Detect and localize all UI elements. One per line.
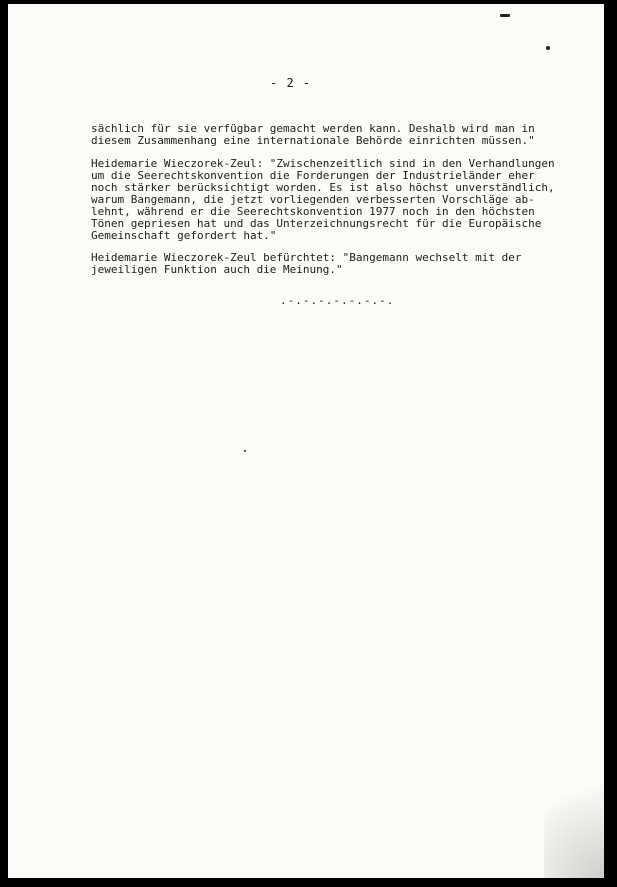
scan-edge-noise xyxy=(544,758,604,878)
paragraph-3: Heidemarie Wieczorek-Zeul befürchtet: "Bangemann wechselt mit der jeweiligen Funktion auch die Meinung." xyxy=(91,251,522,276)
page-number: - 2 - xyxy=(270,76,312,90)
paragraph-1: sächlich für sie verfügbar gemacht werden kann. Deshalb wird man in diesem Zusammenhang eine internationale Behörde einrichten müssen." xyxy=(91,122,535,147)
scan-speck xyxy=(500,14,510,17)
paper-sheet xyxy=(8,4,604,878)
scan-speck xyxy=(244,450,246,452)
paragraph-2: Heidemarie Wieczorek-Zeul: "Zwischenzeitlich sind in den Verhandlungen um die Seerechtskonvention die Forderungen der Industrieländer eher noch stärker berücksichtigt worden. Es ist also höchst unverständlich, warum Bangemann, die jetzt vorliegenden verbesserten Vorschläge ab- lehnt, während er die Seerechtskonvention 1977 noch in den höchsten Tönen gepriesen hat und das Unterzeichnungsrecht für die Europäische Gemeinschaft gefordert hat." xyxy=(91,157,555,242)
section-divider: .-.-.-.-.-.-.-. xyxy=(280,294,395,307)
scan-speck xyxy=(546,46,550,50)
